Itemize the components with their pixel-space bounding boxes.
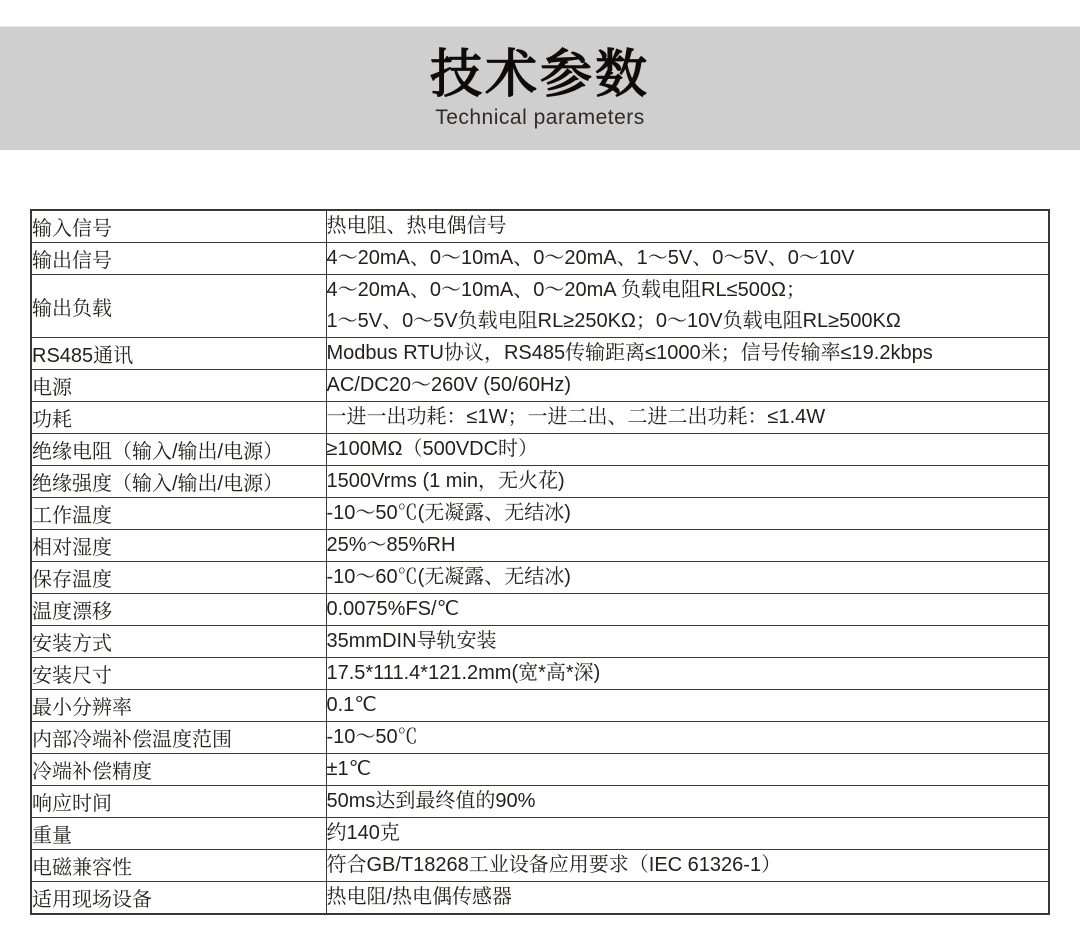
spec-value bbox=[326, 818, 1049, 850]
table-row bbox=[31, 594, 1049, 626]
spec-label: 温度漂移 bbox=[31, 594, 326, 626]
spec-value-line: 17.5*111.4*121.2mm(宽*高*深) bbox=[326, 662, 601, 684]
spec-value-line: ±1℃ bbox=[326, 758, 372, 780]
spec-value bbox=[326, 690, 1049, 722]
table-row bbox=[31, 434, 1049, 466]
spec-label: 保存温度 bbox=[31, 562, 326, 594]
table-row bbox=[31, 466, 1049, 498]
spec-value-line: 1500Vrms (1 min，无火花) bbox=[326, 470, 565, 492]
spec-value bbox=[326, 466, 1049, 498]
spec-label: 安装尺寸 bbox=[31, 658, 326, 690]
spec-label: 重量 bbox=[31, 818, 326, 850]
table-row bbox=[31, 338, 1049, 370]
spec-value-line: 35mmDIN导轨安装 bbox=[326, 630, 497, 652]
spec-label: 冷端补偿精度 bbox=[31, 754, 326, 786]
page-subtitle: Technical parameters bbox=[435, 106, 645, 130]
table-row bbox=[31, 562, 1049, 594]
spec-label: 安装方式 bbox=[31, 626, 326, 658]
spec-value-line: Modbus RTU协议，RS485传输距离≤1000米；信号传输率≤19.2kbps bbox=[326, 342, 933, 364]
spec-value-line: 4～20mA、0～10mA、0～20mA 负载电阻RL≤500Ω； bbox=[326, 279, 806, 301]
spec-label: 响应时间 bbox=[31, 786, 326, 818]
spec-value-line: 热电阻、热电偶信号 bbox=[326, 215, 507, 237]
spec-label: 功耗 bbox=[31, 402, 326, 434]
spec-value-line: 25%～85%RH bbox=[326, 534, 456, 556]
spec-value bbox=[326, 722, 1049, 754]
spec-label: 输出信号 bbox=[31, 243, 326, 275]
spec-value bbox=[326, 882, 1049, 915]
spec-value-line: 50ms达到最终值的90% bbox=[326, 790, 536, 812]
table-row bbox=[31, 850, 1049, 882]
spec-value-line: 一进一出功耗：≤1W；一进二出、二进二出功耗：≤1.4W bbox=[326, 406, 826, 428]
spec-value-line: 热电阻/热电偶传感器 bbox=[326, 886, 513, 908]
table-row bbox=[31, 882, 1049, 915]
spec-label: 绝缘电阻（输入/输出/电源） bbox=[31, 434, 326, 466]
spec-value-line: ≥100MΩ（500VDC时） bbox=[326, 438, 539, 460]
table-row bbox=[31, 658, 1049, 690]
spec-label: RS485通讯 bbox=[31, 338, 326, 370]
spec-label: 输出负载 bbox=[31, 275, 326, 338]
spec-label: 最小分辨率 bbox=[31, 690, 326, 722]
spec-value-line: -10～50℃(无凝露、无结冰) bbox=[326, 502, 571, 524]
table-row bbox=[31, 722, 1049, 754]
spec-value bbox=[326, 402, 1049, 434]
spec-value bbox=[326, 275, 1049, 338]
spec-table-body bbox=[31, 210, 1049, 914]
spec-value bbox=[326, 626, 1049, 658]
spec-value-line: -10～50℃ bbox=[326, 726, 418, 748]
table-row bbox=[31, 786, 1049, 818]
page-title: 技术参数 bbox=[429, 45, 650, 104]
spec-label: 绝缘强度（输入/输出/电源） bbox=[31, 466, 326, 498]
spec-label: 适用现场设备 bbox=[31, 882, 326, 915]
spec-label: 工作温度 bbox=[31, 498, 326, 530]
table-row bbox=[31, 818, 1049, 850]
spec-value-line: 0.0075%FS/℃ bbox=[326, 598, 460, 620]
spec-value-line: 1～5V、0～5V负载电阻RL≥250KΩ；0～10V负载电阻RL≥500KΩ bbox=[326, 310, 901, 332]
table-row bbox=[31, 754, 1049, 786]
spec-label: 相对湿度 bbox=[31, 530, 326, 562]
spec-label: 电磁兼容性 bbox=[31, 850, 326, 882]
spec-value-line: 4～20mA、0～10mA、0～20mA、1～5V、0～5V、0～10V bbox=[326, 247, 855, 269]
spec-value-line: -10～60℃(无凝露、无结冰) bbox=[326, 566, 571, 588]
spec-value bbox=[326, 338, 1049, 370]
table-row bbox=[31, 370, 1049, 402]
spec-value bbox=[326, 562, 1049, 594]
spec-table bbox=[30, 209, 1050, 915]
table-row bbox=[31, 690, 1049, 722]
spec-value-line: 约140克 bbox=[326, 822, 400, 844]
spec-value bbox=[326, 434, 1049, 466]
header-band bbox=[0, 26, 1080, 150]
table-row bbox=[31, 498, 1049, 530]
table-row bbox=[31, 210, 1049, 243]
spec-value bbox=[326, 658, 1049, 690]
table-row bbox=[31, 530, 1049, 562]
spec-value bbox=[326, 210, 1049, 243]
spec-value bbox=[326, 786, 1049, 818]
spec-value bbox=[326, 530, 1049, 562]
spec-value-line: AC/DC20～260V (50/60Hz) bbox=[326, 374, 572, 396]
spec-value bbox=[326, 754, 1049, 786]
spec-value-line: 符合GB/T18268工业设备应用要求（IEC 61326-1） bbox=[326, 854, 782, 876]
spec-value bbox=[326, 498, 1049, 530]
spec-value bbox=[326, 594, 1049, 626]
table-row bbox=[31, 626, 1049, 658]
spec-label: 内部冷端补偿温度范围 bbox=[31, 722, 326, 754]
table-row bbox=[31, 275, 1049, 338]
table-row bbox=[31, 402, 1049, 434]
spec-value bbox=[326, 850, 1049, 882]
spec-value bbox=[326, 243, 1049, 275]
table-row bbox=[31, 243, 1049, 275]
spec-value bbox=[326, 370, 1049, 402]
spec-label: 电源 bbox=[31, 370, 326, 402]
spec-value-line: 0.1℃ bbox=[326, 694, 377, 716]
spec-label: 输入信号 bbox=[31, 210, 326, 243]
